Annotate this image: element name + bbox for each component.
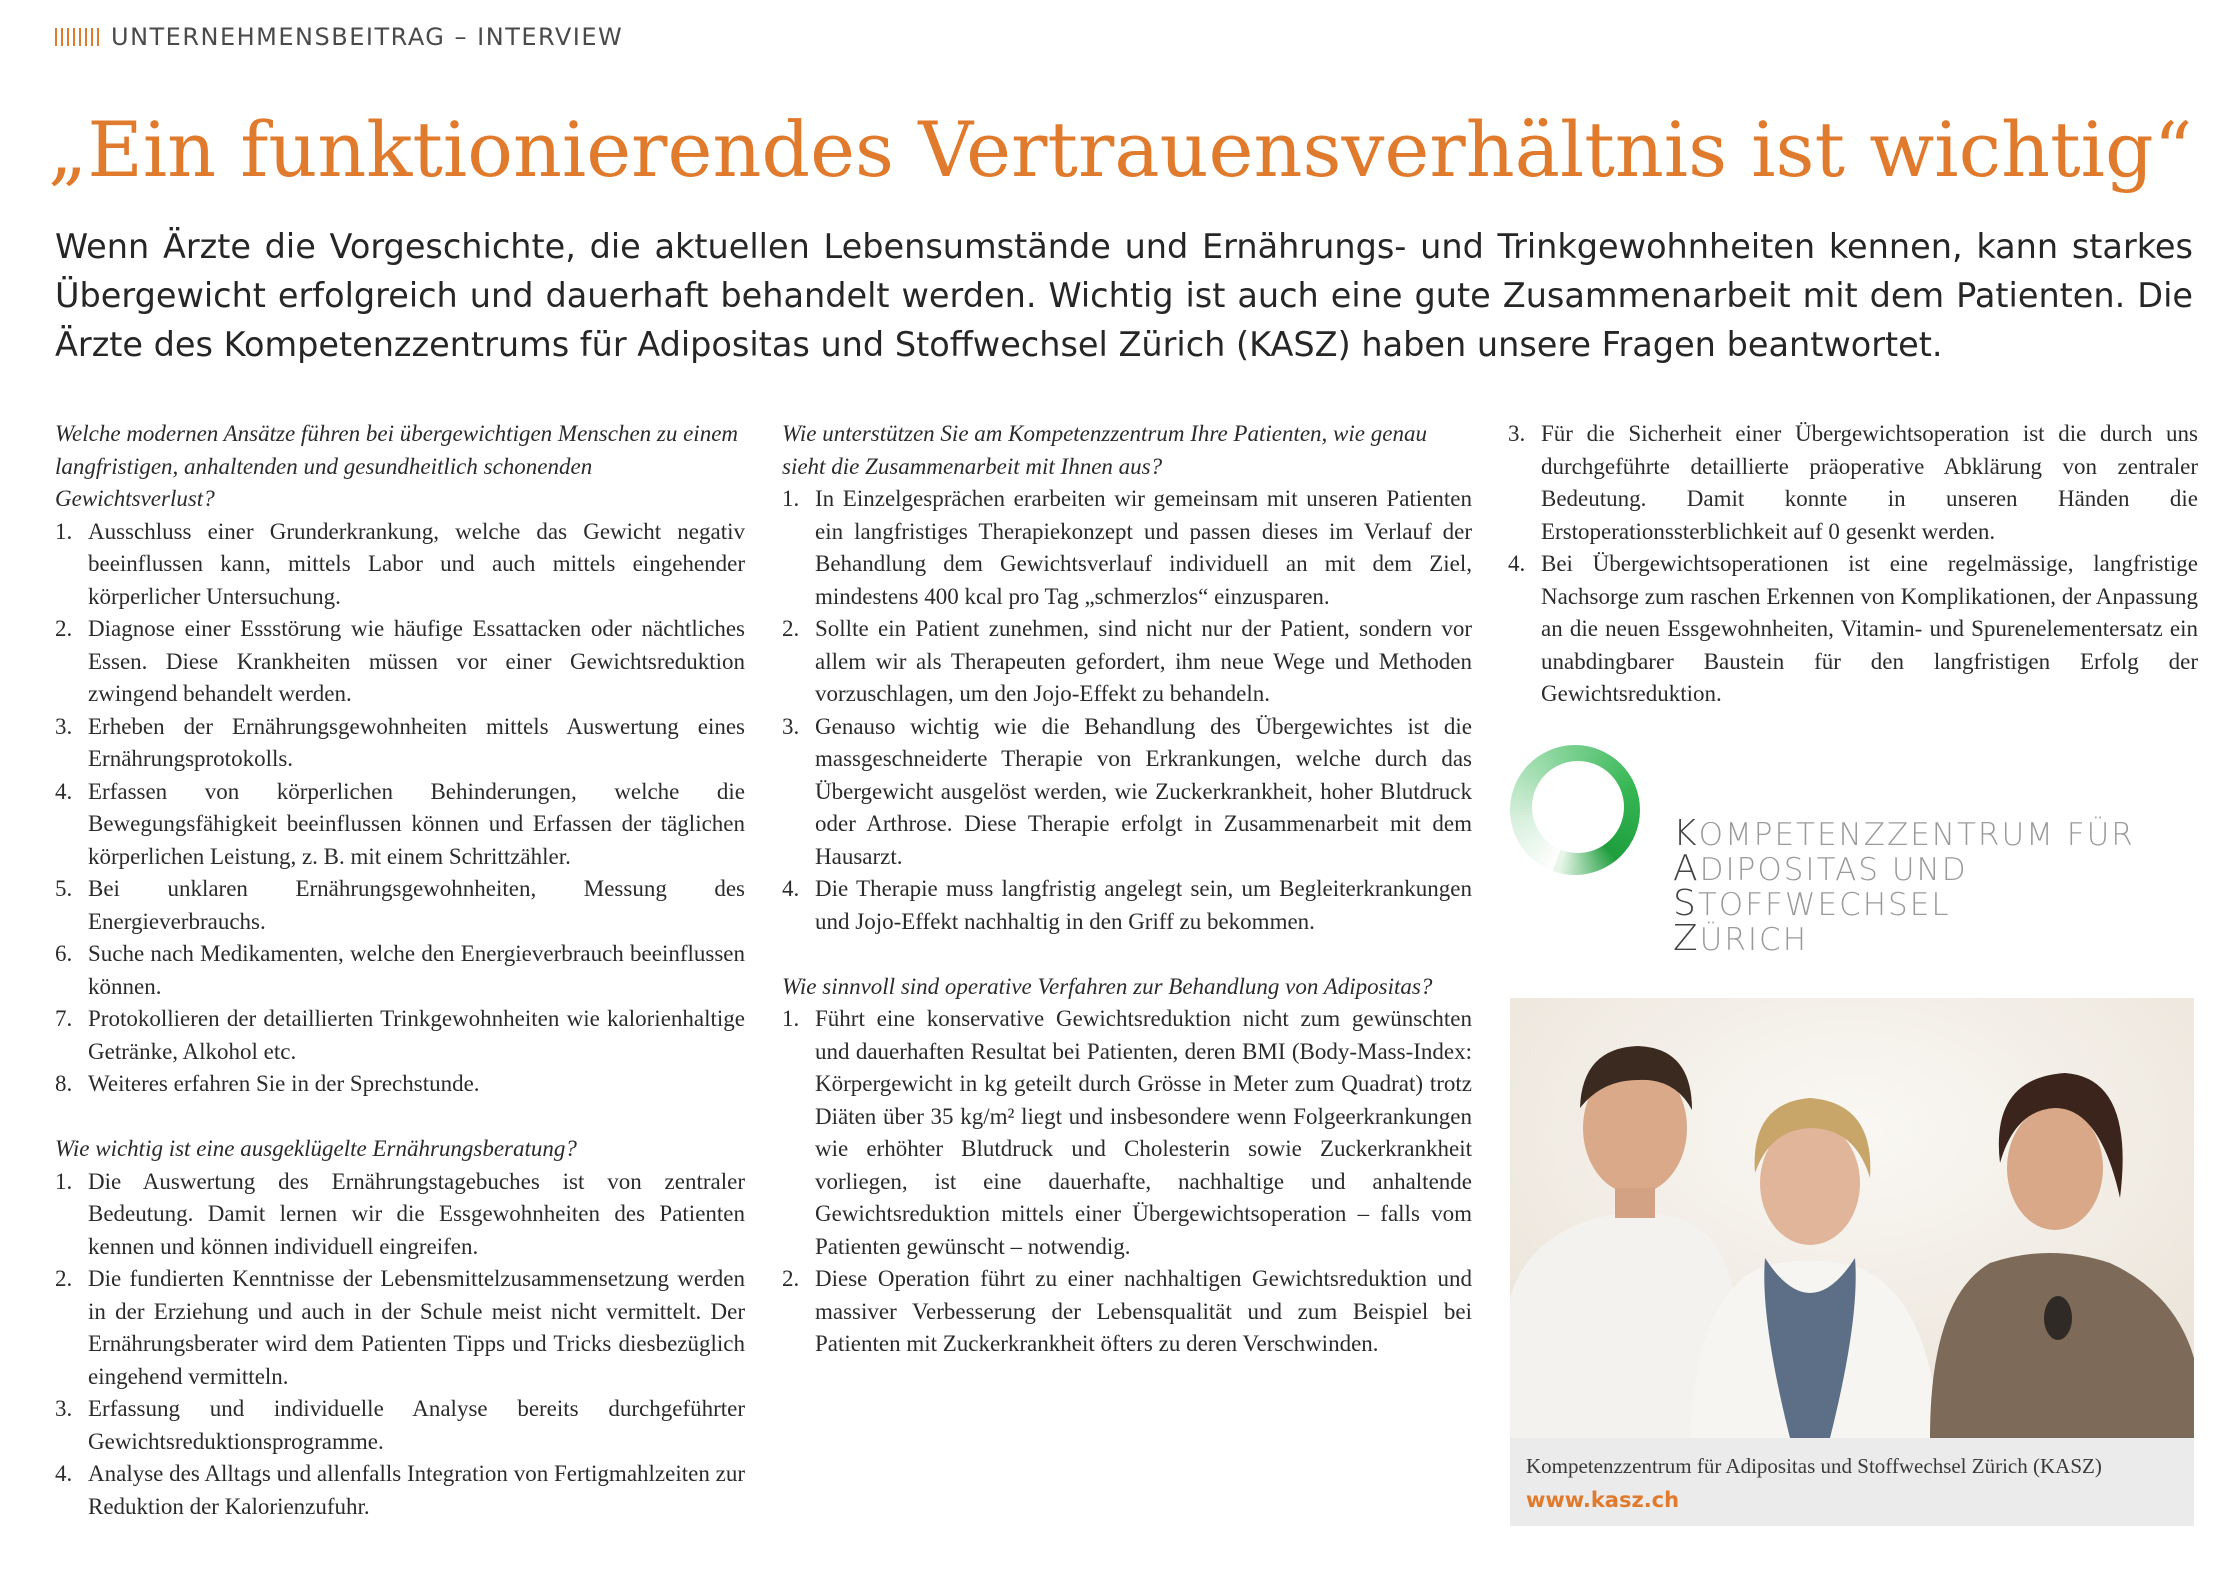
- item-text: Bei Übergewichtsoperationen ist eine regelmässige, langfristige Nachsorge zum raschen Erkennen von Komplikationen, der Anpassung an die neuen Essgewohnheiten, Vitamin- und Spurenelementersatz ein unabdingbarer Baustein für den langfristigen Erfolg der Gewichtsreduktion.: [1541, 551, 2198, 706]
- item-number: 5.: [55, 876, 73, 901]
- kasz-logo: [1510, 745, 2200, 965]
- answer-list-3: [782, 483, 1472, 938]
- item-text: Erfassung und individuelle Analyse bereits durchgeführter Gewichtsreduktionsprogramme.: [88, 1396, 745, 1454]
- item-text: Die fundierten Kenntnisse der Lebensmittelzusammensetzung werden in der Erziehung und auch in der Schule meist nicht vermittelt. Der Ernährungsberater wird dem Patienten Tipps und Tricks diesbezüglich eingehend vermitteln.: [88, 1266, 745, 1389]
- item-text: Sollte ein Patient zunehmen, sind nicht nur der Patient, sondern vor allem wir als Therapeuten gefordert, ihm neue Wege und Methoden vorzuschlagen, um den Jojo-Effekt zu behandeln.: [815, 616, 1472, 706]
- item-number: 1.: [55, 518, 73, 544]
- list-item: [782, 613, 1472, 711]
- item-text: Führt eine konservative Gewichtsreduktion nicht zum gewünschten und dauerhaften Resultat bei Patienten, deren BMI (Body-Mass-Index: Körpergewicht in kg geteilt durch Grösse in Meter zum Quadrat) trotz Diäten über 35 kg/m² liegt und insbesondere wenn Folgeerkrankungen wie erhöhter Blutdruck und Cholesterin sowie Zuckerkrankheit vorliegen, ist eine dauerhafte, nachhaltige und anhaltende Gewichtsreduktion mittels einer Übergewichtsoperation – falls vom Patienten gewünscht – notwendig.: [815, 1006, 1472, 1259]
- answer-list-4-continued: [1508, 418, 2198, 711]
- kicker-stripes-icon: [55, 28, 101, 46]
- item-number: 3.: [782, 713, 800, 739]
- page-title: „Ein funktionierendes Vertrauensverhältnis ist wichtig“: [48, 105, 2193, 194]
- item-text: In Einzelgesprächen erarbeiten wir gemeinsam mit unseren Patienten ein langfristiges Therapiekonzept und passen dieses im Verlauf der Behandlung dem Gewichtsverlauf individuell an mit dem Ziel, mindestens 400 kcal pro Tag „schmerzlos“ einzusparen.: [815, 486, 1472, 609]
- logo-line: ADIPOSITAS UND: [1673, 848, 1968, 889]
- list-item: [55, 516, 745, 614]
- item-text: Diagnose einer Essstörung wie häufige Essattacken oder nächtliches Essen. Diese Krankheiten müssen vor einer Gewichtsreduktion zwingend behandelt werden.: [88, 616, 745, 706]
- question-4: Wie sinnvoll sind operative Verfahren zur Behandlung von Adipositas?: [782, 973, 1433, 999]
- article-column-3: [1508, 418, 2198, 711]
- list-item: [55, 1263, 745, 1393]
- item-number: 8.: [55, 1071, 73, 1096]
- list-item: [55, 1003, 745, 1068]
- person-right-face: [2007, 1106, 2103, 1230]
- item-number: 1.: [782, 486, 800, 511]
- item-text: Suche nach Medikamenten, welche den Energieverbrauch beeinflussen können.: [88, 941, 745, 999]
- item-number: 2.: [55, 616, 73, 641]
- item-text: Analyse des Alltags und allenfalls Integration von Fertigmahlzeiten zur Reduktion der Kalorienzufuhr.: [88, 1461, 745, 1519]
- list-item: [55, 1166, 745, 1264]
- list-item: [782, 873, 1472, 938]
- answer-list-4: [782, 1003, 1472, 1361]
- item-number: 4.: [55, 1461, 73, 1486]
- list-item: [782, 483, 1472, 613]
- item-number: 4.: [782, 876, 800, 901]
- item-text: Erfassen von körperlichen Behinderungen, welche die Bewegungsfähigkeit beeinflussen können und Erfassen der täglichen körperlichen Leistung, z. B. mit einem Schrittzähler.: [88, 778, 745, 869]
- item-number: 6.: [55, 941, 73, 966]
- item-text: Protokollieren der detaillierten Trinkgewohnheiten wie kalorienhaltige Getränke, Alkohol etc.: [88, 1006, 745, 1064]
- list-item: [782, 1003, 1472, 1263]
- logo-wordmark: [1673, 813, 2135, 959]
- item-number: 2.: [55, 1266, 73, 1291]
- item-number: 2.: [782, 616, 800, 641]
- list-item: [55, 1393, 745, 1458]
- answer-list-1: [55, 516, 745, 1101]
- photo-caption: [1510, 1438, 2194, 1526]
- kicker-label: UNTERNEHMENSBEITRAG – INTERVIEW: [111, 23, 624, 51]
- item-number: 3.: [55, 1396, 73, 1421]
- list-item: [55, 711, 745, 776]
- question-1: Welche modernen Ansätze führen bei übergewichtigen Menschen zu einem langfristigen, anhaltenden und gesundheitlich schonenden Gewichtsverlust?: [55, 421, 739, 511]
- item-number: 4.: [55, 778, 73, 804]
- list-item: [55, 776, 745, 874]
- item-text: Genauso wichtig wie die Behandlung des Übergewichtes ist die massgeschneiderte Therapie von Erkrankungen, welche durch das Übergewicht ausgelöst werden, wie Zuckerkrankheit, hoher Blutdruck oder Arthrose. Diese Therapie erfolgt in Zusammenarbeit mit dem Hausarzt.: [815, 713, 1472, 869]
- article-column-1: [55, 418, 745, 1523]
- item-number: 2.: [782, 1266, 800, 1291]
- item-number: 7.: [55, 1006, 73, 1031]
- item-text: Ausschluss einer Grunderkrankung, welche das Gewicht negativ beeinflussen kann, mittels Labor und auch mittels eingehender körperlicher Untersuchung.: [88, 518, 745, 609]
- section-kicker: [55, 22, 623, 52]
- item-text: Bei unklaren Ernährungsgewohnheiten, Messung des Energieverbrauchs.: [88, 876, 745, 934]
- item-text: Die Therapie muss langfristig angelegt sein, um Begleiterkrankungen und Jojo-Effekt nachhaltig in den Griff zu bekommen.: [815, 876, 1472, 934]
- team-photo-illustration: [1510, 998, 2194, 1438]
- caption-text: Kompetenzzentrum für Adipositas und Stoffwechsel Zürich (KASZ): [1526, 1454, 2102, 1478]
- item-number: 3.: [55, 713, 73, 739]
- logo-line: STOFFWECHSEL: [1673, 883, 1951, 924]
- logo-line: ZÜRICH: [1673, 918, 1808, 959]
- item-text: Die Auswertung des Ernährungstagebuches ist von zentraler Bedeutung. Damit lernen wir die Essgewohnheiten des Patienten kennen und können individuell eingreifen.: [88, 1168, 745, 1259]
- question-2: Wie wichtig ist eine ausgeklügelte Ernährungsberatung?: [55, 1136, 577, 1161]
- item-number: 1.: [782, 1006, 800, 1031]
- list-item: [1508, 418, 2198, 548]
- green-ring-logo-icon: [1510, 745, 1640, 875]
- list-item: [55, 873, 745, 938]
- item-text: Erheben der Ernährungsgewohnheiten mittels Auswertung eines Ernährungsprotokolls.: [88, 713, 745, 771]
- list-item: [55, 613, 745, 711]
- lead-paragraph: Wenn Ärzte die Vorgeschichte, die aktuellen Lebensumstände und Ernährungs- und Trinkgewohnheiten kennen, kann starkes Übergewicht erfolgreich und dauerhaft behandelt werden. Wichtig ist auch eine gute Zusammenarbeit mit dem Patienten. Die Ärzte des Kompetenzzentrums für Adipositas und Stoffwechsel Zürich (KASZ) haben unsere Fragen beantwortet.: [55, 227, 2193, 364]
- item-text: Weiteres erfahren Sie in der Sprechstunde.: [88, 1071, 480, 1096]
- item-text: Diese Operation führt zu einer nachhaltigen Gewichtsreduktion und massiver Verbesserung der Lebensqualität und zum Beispiel bei Patienten mit Zuckerkrankheit öfters zu deren Verschwinden.: [815, 1266, 1472, 1356]
- website-link[interactable]: www.kasz.ch: [1526, 1488, 1680, 1512]
- list-item: [782, 1263, 1472, 1361]
- item-number: 3.: [1508, 421, 1526, 446]
- list-item: [55, 938, 745, 1003]
- item-number: 1.: [55, 1168, 73, 1194]
- list-item: [55, 1068, 745, 1101]
- team-photo: [1510, 998, 2194, 1438]
- article-column-2: [782, 418, 1472, 1361]
- answer-list-2: [55, 1166, 745, 1524]
- logo-line: KOMPETENZZENTRUM FÜR: [1673, 813, 2135, 854]
- question-3: Wie unterstützen Sie am Kompetenzzentrum Ihre Patienten, wie genau sieht die Zusammenarbeit mit Ihnen aus?: [782, 421, 1427, 479]
- list-item: [782, 711, 1472, 874]
- item-text: Für die Sicherheit einer Übergewichtsoperation ist die durch uns durchgeführte detaillierte präoperative Abklärung von zentraler Bedeutung. Damit konnte in unseren Händen die Erstoperationssterblichkeit auf 0 gesenkt werden.: [1541, 421, 2198, 544]
- item-number: 4.: [1508, 551, 1526, 576]
- list-item: [55, 1458, 745, 1523]
- list-item: [1508, 548, 2198, 711]
